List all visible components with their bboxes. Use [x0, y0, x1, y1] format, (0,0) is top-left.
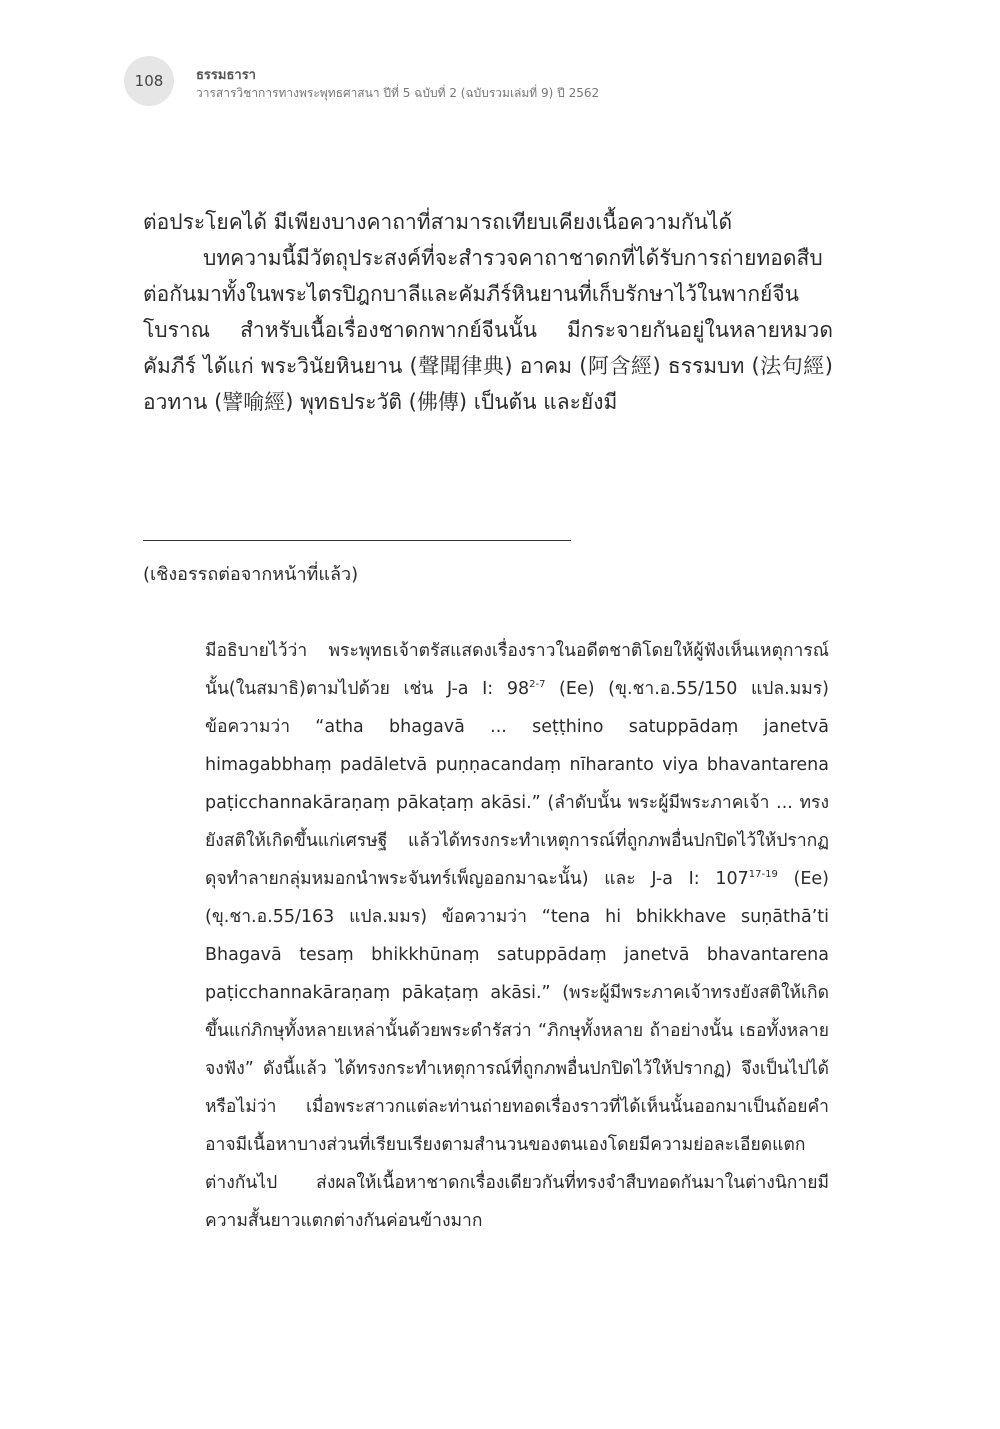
journal-subtitle: วารสารวิชาการทางพระพุทธศาสนา ปีที่ 5 ฉบับที่ 2 (ฉบับรวมเล่มที่ 9) ปี 2562 [196, 86, 600, 100]
footnote-paragraph [205, 632, 829, 1240]
footnote-separator [143, 540, 571, 541]
page-number: 108 [124, 56, 174, 106]
footnote-continued-label: (เชิงอรรถต่อจากหน้าที่แล้ว) [143, 564, 359, 585]
footnote-text [205, 632, 829, 1240]
footnote-part-2: (Ee) (ขุ.ชา.อ.55/150 แปล.มมร) ข้อความว่า “atha bhagavā ... seṭṭhino satuppādaṃ janetvā himagabbhaṃ padāletvā puṇṇacandaṃ nīharanto viya bhavantarena paṭicchannakāraṇaṃ pākaṭaṃ akāsi.” (ลำดับนั้น พระผู้มีพระภาคเจ้า ... ทรงยังสติให้เกิดขึ้นแก่เศรษฐี แล้วได้ทรงกระทำเหตุการณ์ที่ถูกภพอื่นปกปิดไว้ให้ปรากฏ ดุจทำลายกลุ่มหมอกนำพระจันทร์เพ็ญออกมาฉะนั้น) และ J-a I: 107 [205, 679, 829, 889]
footnote-part-3: (Ee) (ขุ.ชา.อ.55/163 แปล.มมร) ข้อความว่า “tena hi bhikkhave suṇāthā’ti Bhagavā tesaṃ bhikkhūnaṃ satuppādaṃ janetvā bhavantarena paṭicchannakāraṇaṃ pākaṭaṃ akāsi.” (พระผู้มีพระภาคเจ้าทรงยังสติให้เกิดขึ้นแก่ภิกษุทั้งหลายเหล่านั้นด้วยพระดำรัสว่า “ภิกษุทั้งหลาย ถ้าอย่างนั้น เธอทั้งหลายจงฟัง” ดังนี้แล้ว ได้ทรงกระทำเหตุการณ์ที่ถูกภพอื่นปกปิดไว้ให้ปรากฏ) จึงเป็นไปได้หรือไม่ว่า เมื่อพระสาวกแต่ละท่านถ่ายทอดเรื่องราวที่ได้เห็นนั้นออกมาเป็นถ้อยคำ อาจมีเนื้อหาบางส่วนที่เรียบเรียงตามสำนวนของตนเองโดยมีความย่อละเอียดแตกต่างกันไป ส่งผลให้เนื้อหาชาดกเรื่องเดียวกันที่ทรงจำสืบทอดกันมาในต่างนิกายมีความสั้นยาวแตกต่างกันค่อนข้างมาก [205, 869, 829, 1231]
body-paragraph-1: ต่อประโยคได้ มีเพียงบางคาถาที่สามารถเทียบเคียงเนื้อความกันได้ [143, 210, 733, 234]
main-body-text [143, 204, 833, 420]
journal-title: ธรรมธารา [196, 68, 256, 83]
footnote-superscript-1: 2-7 [529, 679, 546, 691]
footnote-superscript-2: 17-19 [748, 869, 778, 881]
footnote-part-1: มีอธิบายไว้ว่า พระพุทธเจ้าตรัสแสดงเรื่องราวในอดีตชาติโดยให้ผู้ฟังเห็นเหตุการณ์นั้น(ในสมาธิ)ตามไปด้วย เช่น J-a I: 98 [205, 641, 829, 699]
body-paragraph-2: บทความนี้มีวัตถุประสงค์ที่จะสำรวจคาถาชาดกที่ได้รับการถ่ายทอดสืบต่อกันมาทั้งในพระไตรปิฎกบาลีและคัมภีร์หินยานที่เก็บรักษาไว้ในพากย์จีนโบราณ สำหรับเนื้อเรื่องชาดกพากย์จีนนั้น มีกระจายกันอยู่ในหลายหมวดคัมภีร์ ได้แก่ พระวินัยหินยาน (聲聞律典) อาคม (阿含經) ธรรมบท (法句經) อวทาน (譬喻經) พุทธประวัติ (佛傳) เป็นต้น และยังมี [143, 246, 833, 414]
